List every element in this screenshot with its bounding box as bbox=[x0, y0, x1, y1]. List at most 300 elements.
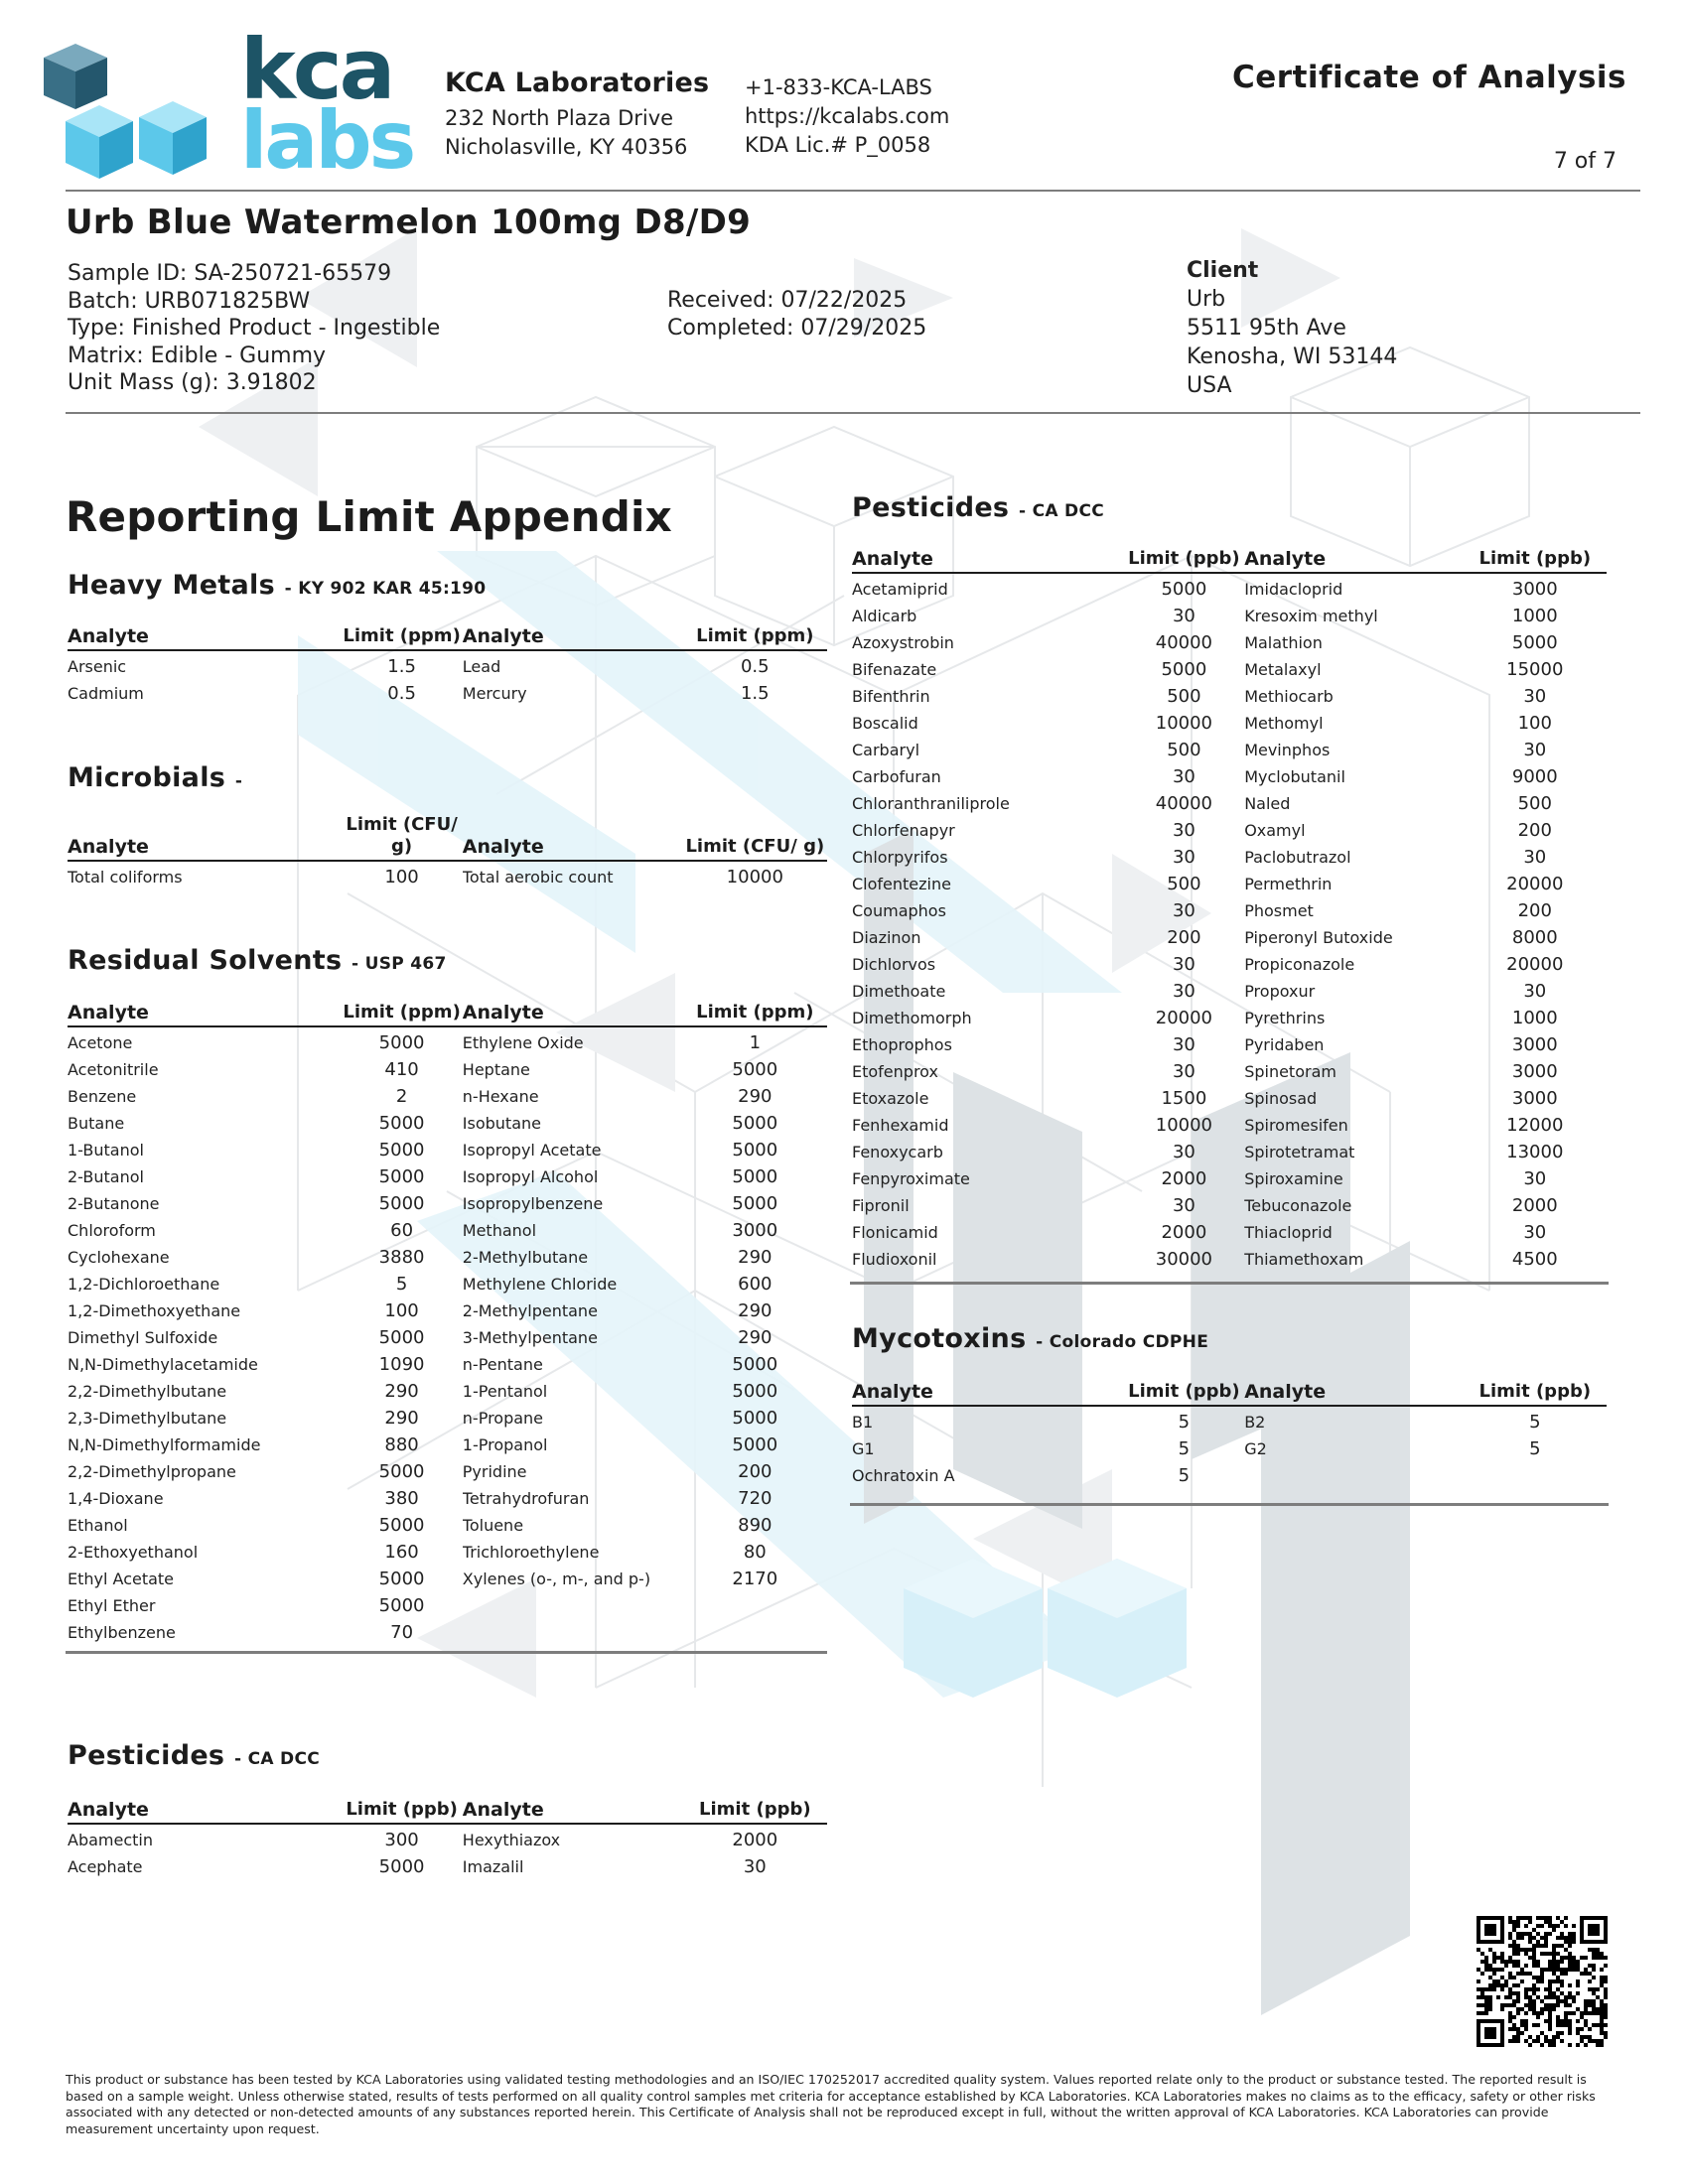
analyte-cell: Mevinphos bbox=[1244, 741, 1331, 759]
table-header-row bbox=[68, 625, 827, 650]
table-row bbox=[68, 1244, 827, 1271]
table-header-row bbox=[68, 814, 827, 861]
heavy-metals-title-text: Heavy Metals bbox=[68, 570, 275, 601]
analyte-cell: Fenhexamid bbox=[852, 1116, 949, 1135]
analyte-cell: Hexythiazox bbox=[462, 1831, 561, 1849]
table-row bbox=[68, 1271, 827, 1297]
limit-cell: 2000 bbox=[1161, 1222, 1207, 1243]
analyte-cell: Cadmium bbox=[68, 684, 144, 703]
table-row bbox=[852, 656, 1607, 683]
analyte-cell: Etoxazole bbox=[852, 1089, 929, 1108]
limit-cell: 5000 bbox=[1161, 579, 1207, 600]
analyte-cell: Metalaxyl bbox=[1244, 660, 1322, 679]
limit-cell bbox=[683, 1619, 827, 1646]
table-row bbox=[852, 1192, 1607, 1219]
column-header-analyte: Analyte bbox=[68, 814, 341, 861]
batch: Batch: URB071825BW bbox=[68, 288, 311, 314]
dates-info bbox=[667, 287, 926, 341]
analyte-cell: Dimethoate bbox=[852, 982, 946, 1001]
pesticides-right-title bbox=[852, 492, 1104, 523]
pesticides-left-table bbox=[68, 1799, 827, 1880]
table-row bbox=[852, 1085, 1607, 1112]
limit-cell: 500 bbox=[1167, 740, 1201, 760]
analyte-cell: Chlorpyrifos bbox=[852, 848, 948, 867]
limit-cell: 5000 bbox=[378, 1595, 425, 1616]
heavy-metals-title bbox=[68, 570, 486, 601]
limit-cell: 5000 bbox=[378, 1113, 425, 1134]
analyte-cell: Malathion bbox=[1244, 633, 1323, 652]
limit-cell: 12000 bbox=[1506, 1115, 1564, 1136]
limit-cell: 30 bbox=[1172, 1061, 1196, 1082]
analyte-cell: Arsenic bbox=[68, 657, 127, 676]
analyte-cell: 2-Butanone bbox=[68, 1194, 160, 1213]
analyte-cell: Spiromesifen bbox=[1244, 1116, 1348, 1135]
analyte-cell: Spinetoram bbox=[1244, 1062, 1336, 1081]
table-row bbox=[68, 1458, 827, 1485]
heavy-metals-subtitle: - KY 902 KAR 45:190 bbox=[284, 579, 487, 599]
limit-cell: 30000 bbox=[1155, 1249, 1213, 1270]
table-row bbox=[852, 1246, 1607, 1273]
limit-cell: 2 bbox=[395, 1086, 408, 1107]
limit-cell: 5 bbox=[1529, 1438, 1541, 1459]
analyte-cell: Tebuconazole bbox=[1244, 1196, 1352, 1215]
table-row bbox=[852, 763, 1607, 790]
analyte-cell: 1-Pentanol bbox=[462, 1382, 548, 1401]
table-row bbox=[68, 1324, 827, 1351]
table-row bbox=[852, 573, 1607, 603]
table-row bbox=[852, 1058, 1607, 1085]
analyte-cell: G2 bbox=[1244, 1439, 1267, 1458]
column-header-analyte: Analyte bbox=[463, 1799, 683, 1824]
table-row bbox=[852, 710, 1607, 737]
analyte-cell: n-Pentane bbox=[462, 1355, 543, 1374]
analyte-cell bbox=[1244, 1462, 1463, 1489]
table-row bbox=[68, 1137, 827, 1163]
limit-cell: 200 bbox=[1517, 900, 1552, 921]
table-row bbox=[852, 924, 1607, 951]
table-row bbox=[68, 1297, 827, 1324]
limit-cell: 500 bbox=[1167, 686, 1201, 707]
limit-cell: 80 bbox=[743, 1542, 767, 1563]
lab-phone: +1-833-KCA-LABS bbox=[745, 75, 932, 99]
limit-cell: 5000 bbox=[378, 1032, 425, 1053]
limit-cell: 20000 bbox=[1506, 874, 1564, 894]
microbials-table bbox=[68, 814, 827, 890]
column-header-analyte: Analyte bbox=[68, 625, 341, 650]
column-header-limit: Limit (ppb) bbox=[1124, 1381, 1245, 1406]
table-row bbox=[68, 1485, 827, 1512]
table-row bbox=[68, 1351, 827, 1378]
microbials-subtitle: - bbox=[234, 771, 243, 791]
analyte-cell: Imazalil bbox=[462, 1857, 524, 1876]
analyte-cell: B1 bbox=[852, 1413, 874, 1432]
analyte-cell bbox=[463, 1592, 683, 1619]
client-country: USA bbox=[1187, 373, 1232, 398]
table-row bbox=[68, 1539, 827, 1566]
column-header-analyte: Analyte bbox=[1244, 1381, 1463, 1406]
limit-cell: 5 bbox=[1529, 1412, 1541, 1433]
analyte-cell: 2-Ethoxyethanol bbox=[68, 1543, 199, 1562]
analyte-cell: Trichloroethylene bbox=[462, 1543, 600, 1562]
lab-address-line1: 232 North Plaza Drive bbox=[445, 106, 674, 130]
limit-cell: 890 bbox=[738, 1515, 773, 1536]
column-header-limit: Limit (ppb) bbox=[683, 1799, 827, 1824]
column-header-limit: Limit (ppb) bbox=[1124, 548, 1245, 573]
analyte-cell: Azoxystrobin bbox=[852, 633, 954, 652]
table-row bbox=[68, 1083, 827, 1110]
analyte-cell: 2,2-Dimethylpropane bbox=[68, 1462, 236, 1481]
analyte-cell: Lead bbox=[462, 657, 501, 676]
limit-cell: 5000 bbox=[732, 1140, 778, 1160]
limit-cell: 5000 bbox=[1161, 659, 1207, 680]
analyte-cell: Total coliforms bbox=[68, 868, 183, 887]
analyte-cell: Methomyl bbox=[1244, 714, 1324, 733]
analyte-cell: Chlorfenapyr bbox=[852, 821, 955, 840]
analyte-cell: 2,3-Dimethylbutane bbox=[68, 1409, 227, 1428]
analyte-cell: 2-Methylpentane bbox=[462, 1301, 598, 1320]
limit-cell: 30 bbox=[1172, 847, 1196, 868]
analyte-cell: 2-Methylbutane bbox=[462, 1248, 589, 1267]
received-date: Received: 07/22/2025 bbox=[667, 288, 908, 313]
limit-cell: 5000 bbox=[378, 1166, 425, 1187]
analyte-cell: Pyridine bbox=[462, 1462, 527, 1481]
table-row bbox=[852, 1165, 1607, 1192]
table-row bbox=[68, 1512, 827, 1539]
kca-logo bbox=[44, 21, 414, 187]
column-header-limit: Limit (ppm) bbox=[341, 625, 462, 650]
limit-cell: 20000 bbox=[1506, 954, 1564, 975]
completed-date: Completed: 07/29/2025 bbox=[667, 315, 927, 341]
analyte-cell: Ethyl Acetate bbox=[68, 1570, 175, 1588]
analyte-cell: Kresoxim methyl bbox=[1244, 607, 1378, 625]
analyte-cell: Toluene bbox=[462, 1516, 524, 1535]
limit-cell: 8000 bbox=[1511, 927, 1558, 948]
column-header-analyte: Analyte bbox=[852, 548, 1124, 573]
analyte-cell: Heptane bbox=[462, 1060, 530, 1079]
limit-cell: 200 bbox=[1517, 820, 1552, 841]
limit-cell: 290 bbox=[738, 1086, 773, 1107]
table-row bbox=[68, 1405, 827, 1432]
mycotoxins-bottom-rule bbox=[850, 1503, 1609, 1506]
table-row bbox=[852, 1005, 1607, 1031]
limit-cell: 1500 bbox=[1161, 1088, 1207, 1109]
column-header-limit: Limit (ppm) bbox=[683, 625, 827, 650]
logo-word-kca: kca bbox=[240, 21, 393, 118]
analyte-cell: Acetone bbox=[68, 1033, 133, 1052]
pesticides-right-table bbox=[852, 548, 1607, 1273]
client-street: 5511 95th Ave bbox=[1187, 316, 1346, 341]
matrix: Matrix: Edible - Gummy bbox=[68, 342, 327, 368]
limit-cell: 15000 bbox=[1506, 659, 1564, 680]
lab-website-link[interactable]: https://kcalabs.com bbox=[745, 104, 950, 128]
table-row bbox=[852, 1112, 1607, 1139]
header-divider bbox=[66, 190, 1640, 192]
document-title: Certificate of Analysis bbox=[1232, 60, 1626, 95]
limit-cell: 1090 bbox=[378, 1354, 425, 1375]
client-title: Client bbox=[1187, 258, 1259, 283]
type: Type: Finished Product - Ingestible bbox=[68, 316, 441, 341]
table-row bbox=[852, 1435, 1607, 1462]
column-header-limit: Limit (ppb) bbox=[1464, 548, 1607, 573]
limit-cell: 30 bbox=[1172, 1142, 1196, 1162]
limit-cell: 30 bbox=[1172, 954, 1196, 975]
limit-cell: 30 bbox=[1172, 1034, 1196, 1055]
limit-cell: 30 bbox=[1172, 981, 1196, 1002]
limit-cell: 40000 bbox=[1155, 632, 1213, 653]
limit-cell: 5000 bbox=[732, 1354, 778, 1375]
limit-cell bbox=[683, 1592, 827, 1619]
sample-id: Sample ID: SA-250721-65579 bbox=[68, 261, 392, 286]
analyte-cell: Ethylene Oxide bbox=[462, 1033, 584, 1052]
limit-cell: 5000 bbox=[732, 1193, 778, 1214]
column-header-analyte: Analyte bbox=[68, 1799, 341, 1824]
analyte-cell: Dimethyl Sulfoxide bbox=[68, 1328, 218, 1347]
limit-cell: 30 bbox=[1172, 1195, 1196, 1216]
limit-cell: 5000 bbox=[378, 1140, 425, 1160]
analyte-cell: Fenoxycarb bbox=[852, 1143, 943, 1161]
analyte-cell: Cyclohexane bbox=[68, 1248, 170, 1267]
pesticides-left-title bbox=[68, 1740, 320, 1771]
residual-solvents-title bbox=[68, 945, 447, 976]
table-row bbox=[68, 680, 827, 707]
column-header-limit: Limit (ppm) bbox=[341, 1002, 462, 1026]
analyte-cell: Spinosad bbox=[1244, 1089, 1318, 1108]
limit-cell: 4500 bbox=[1511, 1249, 1558, 1270]
limit-cell: 1000 bbox=[1511, 606, 1558, 626]
analyte-cell: 3-Methylpentane bbox=[462, 1328, 598, 1347]
analyte-cell: Naled bbox=[1244, 794, 1291, 813]
table-row bbox=[68, 1217, 827, 1244]
table-row bbox=[68, 1378, 827, 1405]
analyte-cell: Isopropyl Acetate bbox=[462, 1141, 602, 1160]
analyte-cell: Isopropyl Alcohol bbox=[462, 1167, 599, 1186]
analyte-cell: 2,2-Dimethylbutane bbox=[68, 1382, 227, 1401]
pesticides-left-title-text: Pesticides bbox=[68, 1740, 225, 1771]
table-row bbox=[852, 1219, 1607, 1246]
analyte-cell: 1-Propanol bbox=[462, 1435, 548, 1454]
table-row bbox=[68, 1592, 827, 1619]
table-row bbox=[68, 1824, 827, 1853]
limit-cell: 30 bbox=[1523, 740, 1547, 760]
column-header-limit: Limit (CFU/ g) bbox=[683, 814, 827, 861]
limit-cell: 2170 bbox=[732, 1569, 778, 1589]
limit-cell: 2000 bbox=[1161, 1168, 1207, 1189]
limit-cell: 5000 bbox=[378, 1461, 425, 1482]
limit-cell: 5 bbox=[1178, 1465, 1191, 1486]
table-row bbox=[68, 1163, 827, 1190]
limit-cell: 100 bbox=[1517, 713, 1552, 734]
analyte-cell: Pyridaben bbox=[1244, 1035, 1325, 1054]
table-row bbox=[852, 1406, 1607, 1435]
client-name: Urb bbox=[1187, 287, 1226, 312]
limit-cell: 410 bbox=[384, 1059, 419, 1080]
limit-cell: 290 bbox=[384, 1408, 419, 1429]
microbials-title bbox=[68, 762, 242, 793]
analyte-cell: Etofenprox bbox=[852, 1062, 938, 1081]
limit-cell: 290 bbox=[738, 1247, 773, 1268]
analyte-cell: Acetonitrile bbox=[68, 1060, 159, 1079]
analyte-cell: Permethrin bbox=[1244, 875, 1333, 893]
analyte-cell: Oxamyl bbox=[1244, 821, 1306, 840]
analyte-cell: Fludioxonil bbox=[852, 1250, 937, 1269]
analyte-cell: Fenpyroximate bbox=[852, 1169, 970, 1188]
table-row bbox=[68, 861, 827, 890]
limit-cell: 3000 bbox=[1511, 1061, 1558, 1082]
table-row bbox=[68, 1619, 827, 1646]
limit-cell: 5000 bbox=[1511, 632, 1558, 653]
limit-cell: 3000 bbox=[1511, 1088, 1558, 1109]
info-divider bbox=[66, 412, 1640, 414]
limit-cell: 20000 bbox=[1155, 1008, 1213, 1028]
analyte-cell: Acetamiprid bbox=[852, 580, 948, 599]
limit-cell: 3000 bbox=[1511, 1034, 1558, 1055]
table-row bbox=[852, 817, 1607, 844]
limit-cell: 1 bbox=[749, 1032, 762, 1053]
analyte-cell: Total aerobic count bbox=[462, 868, 614, 887]
table-header-row bbox=[852, 548, 1607, 573]
mycotoxins-subtitle: - Colorado CDPHE bbox=[1036, 1332, 1209, 1352]
analyte-cell: Chloranthraniliprole bbox=[852, 794, 1010, 813]
analyte-cell: 1,2-Dichloroethane bbox=[68, 1275, 220, 1294]
cube-logo-icon bbox=[44, 38, 232, 187]
analyte-cell: Bifenazate bbox=[852, 660, 937, 679]
analyte-cell: Thiacloprid bbox=[1244, 1223, 1333, 1242]
analyte-cell: 1-Butanol bbox=[68, 1141, 144, 1160]
limit-cell: 5000 bbox=[732, 1408, 778, 1429]
analyte-cell: G1 bbox=[852, 1439, 875, 1458]
analyte-cell: Ethoprophos bbox=[852, 1035, 952, 1054]
limit-cell: 200 bbox=[738, 1461, 773, 1482]
product-title: Urb Blue Watermelon 100mg D8/D9 bbox=[66, 203, 752, 242]
limit-cell: 13000 bbox=[1506, 1142, 1564, 1162]
limit-cell: 3000 bbox=[732, 1220, 778, 1241]
unit-mass: Unit Mass (g): 3.91802 bbox=[68, 370, 317, 395]
analyte-cell: Carbofuran bbox=[852, 767, 941, 786]
analyte-cell: Phosmet bbox=[1244, 901, 1314, 920]
table-row bbox=[852, 1462, 1607, 1489]
analyte-cell: Tetrahydrofuran bbox=[462, 1489, 590, 1508]
analyte-cell: 1,2-Dimethoxyethane bbox=[68, 1301, 241, 1320]
column-header-analyte: Analyte bbox=[1244, 548, 1463, 573]
limit-cell: 30 bbox=[1523, 686, 1547, 707]
limit-cell: 300 bbox=[384, 1830, 419, 1850]
limit-cell: 5 bbox=[395, 1274, 408, 1295]
analyte-cell: Acephate bbox=[68, 1857, 143, 1876]
limit-cell: 2000 bbox=[732, 1830, 778, 1850]
logo-word-labs: labs bbox=[240, 94, 414, 187]
limit-cell: 10000 bbox=[1155, 1115, 1213, 1136]
limit-cell: 1.5 bbox=[740, 683, 770, 704]
limit-cell: 5 bbox=[1178, 1412, 1191, 1433]
limit-cell: 5000 bbox=[732, 1113, 778, 1134]
analyte-cell: Ethanol bbox=[68, 1516, 128, 1535]
page-number: 7 of 7 bbox=[1553, 149, 1617, 174]
limit-cell: 380 bbox=[384, 1488, 419, 1509]
column-header-analyte: Analyte bbox=[68, 1002, 341, 1026]
analyte-cell: Benzene bbox=[68, 1087, 137, 1106]
limit-cell: 30 bbox=[1172, 606, 1196, 626]
column-header-analyte: Analyte bbox=[463, 1002, 683, 1026]
table-row bbox=[852, 603, 1607, 629]
limit-cell: 160 bbox=[384, 1542, 419, 1563]
analyte-cell: Ochratoxin A bbox=[852, 1466, 955, 1485]
lab-name: KCA Laboratories bbox=[445, 68, 710, 98]
table-row bbox=[852, 1139, 1607, 1165]
column-header-limit: Limit (CFU/ g) bbox=[341, 814, 462, 861]
analyte-cell: Propiconazole bbox=[1244, 955, 1355, 974]
lab-address-line2: Nicholasville, KY 40356 bbox=[445, 135, 688, 159]
table-header-row bbox=[68, 1799, 827, 1824]
limit-cell: 5 bbox=[1178, 1438, 1191, 1459]
analyte-cell: 1,4-Dioxane bbox=[68, 1489, 164, 1508]
analyte-cell: Methanol bbox=[462, 1221, 537, 1240]
limit-cell: 0.5 bbox=[387, 683, 416, 704]
limit-cell: 30 bbox=[1172, 820, 1196, 841]
analyte-cell: Methylene Chloride bbox=[462, 1275, 618, 1294]
analyte-cell: Piperonyl Butoxide bbox=[1244, 928, 1393, 947]
analyte-cell: Isopropylbenzene bbox=[462, 1194, 604, 1213]
analyte-cell: Methiocarb bbox=[1244, 687, 1334, 706]
limit-cell: 60 bbox=[390, 1220, 414, 1241]
residual-solvents-bottom-rule bbox=[66, 1651, 827, 1654]
limit-cell: 40000 bbox=[1155, 793, 1213, 814]
limit-cell: 3000 bbox=[1511, 579, 1558, 600]
client-info bbox=[1187, 256, 1397, 400]
analyte-cell: Diazinon bbox=[852, 928, 921, 947]
analyte-cell: Carbaryl bbox=[852, 741, 920, 759]
qr-code-icon[interactable] bbox=[1477, 1916, 1608, 2047]
table-row bbox=[852, 629, 1607, 656]
mycotoxins-title bbox=[852, 1323, 1208, 1354]
analyte-cell: Abamectin bbox=[68, 1831, 153, 1849]
limit-cell: 290 bbox=[738, 1327, 773, 1348]
pesticides-right-title-text: Pesticides bbox=[852, 492, 1010, 523]
limit-cell: 5000 bbox=[732, 1434, 778, 1455]
analyte-cell: n-Propane bbox=[462, 1409, 544, 1428]
analyte-cell: B2 bbox=[1244, 1413, 1266, 1432]
lab-license: KDA Lic.# P_0058 bbox=[745, 133, 931, 157]
limit-cell: 70 bbox=[390, 1622, 414, 1643]
analyte-cell: Spiroxamine bbox=[1244, 1169, 1343, 1188]
table-row bbox=[68, 1056, 827, 1083]
disclaimer-text: This product or substance has been tested by KCA Laboratories using validated testing methodologies and an ISO/IEC 170252017 accredited quality system. Values reported relate only to the product or substance tested. The reported result is based on a sample weight. Unless otherwise stated, results of tests performed on all quality control samples met criteria for acceptance established by KCA Laboratories. KCA Laboratories makes no claims as to the efficacy, safety or other risks associated with any detected or non-detected amounts of any substances reported herein. This Certificate of Analysis shall not be reproduced except in full, without the written approval of KCA Laboratories. KCA Laboratories can provide measurement uncertainty upon request. bbox=[66, 2072, 1596, 2136]
table-row bbox=[852, 897, 1607, 924]
table-row bbox=[68, 1026, 827, 1056]
limit-cell: 100 bbox=[384, 1300, 419, 1321]
limit-cell: 3880 bbox=[378, 1247, 425, 1268]
mycotoxins-table bbox=[852, 1381, 1607, 1489]
analyte-cell: Myclobutanil bbox=[1244, 767, 1345, 786]
analyte-cell: N,N-Dimethylformamide bbox=[68, 1435, 261, 1454]
table-row bbox=[68, 1110, 827, 1137]
table-row bbox=[852, 844, 1607, 871]
pesticides-right-subtitle: - CA DCC bbox=[1019, 501, 1105, 521]
analyte-cell: Boscalid bbox=[852, 714, 918, 733]
analyte-cell: Bifenthrin bbox=[852, 687, 930, 706]
limit-cell: 30 bbox=[1523, 847, 1547, 868]
limit-cell: 1000 bbox=[1511, 1008, 1558, 1028]
limit-cell: 9000 bbox=[1511, 766, 1558, 787]
limit-cell: 500 bbox=[1517, 793, 1552, 814]
analyte-cell: Propoxur bbox=[1244, 982, 1316, 1001]
table-row bbox=[852, 951, 1607, 978]
limit-cell: 880 bbox=[384, 1434, 419, 1455]
residual-solvents-title-text: Residual Solvents bbox=[68, 945, 343, 976]
table-row bbox=[852, 871, 1607, 897]
limit-cell: 290 bbox=[384, 1381, 419, 1402]
sample-info bbox=[68, 260, 440, 397]
table-row bbox=[68, 1853, 827, 1880]
